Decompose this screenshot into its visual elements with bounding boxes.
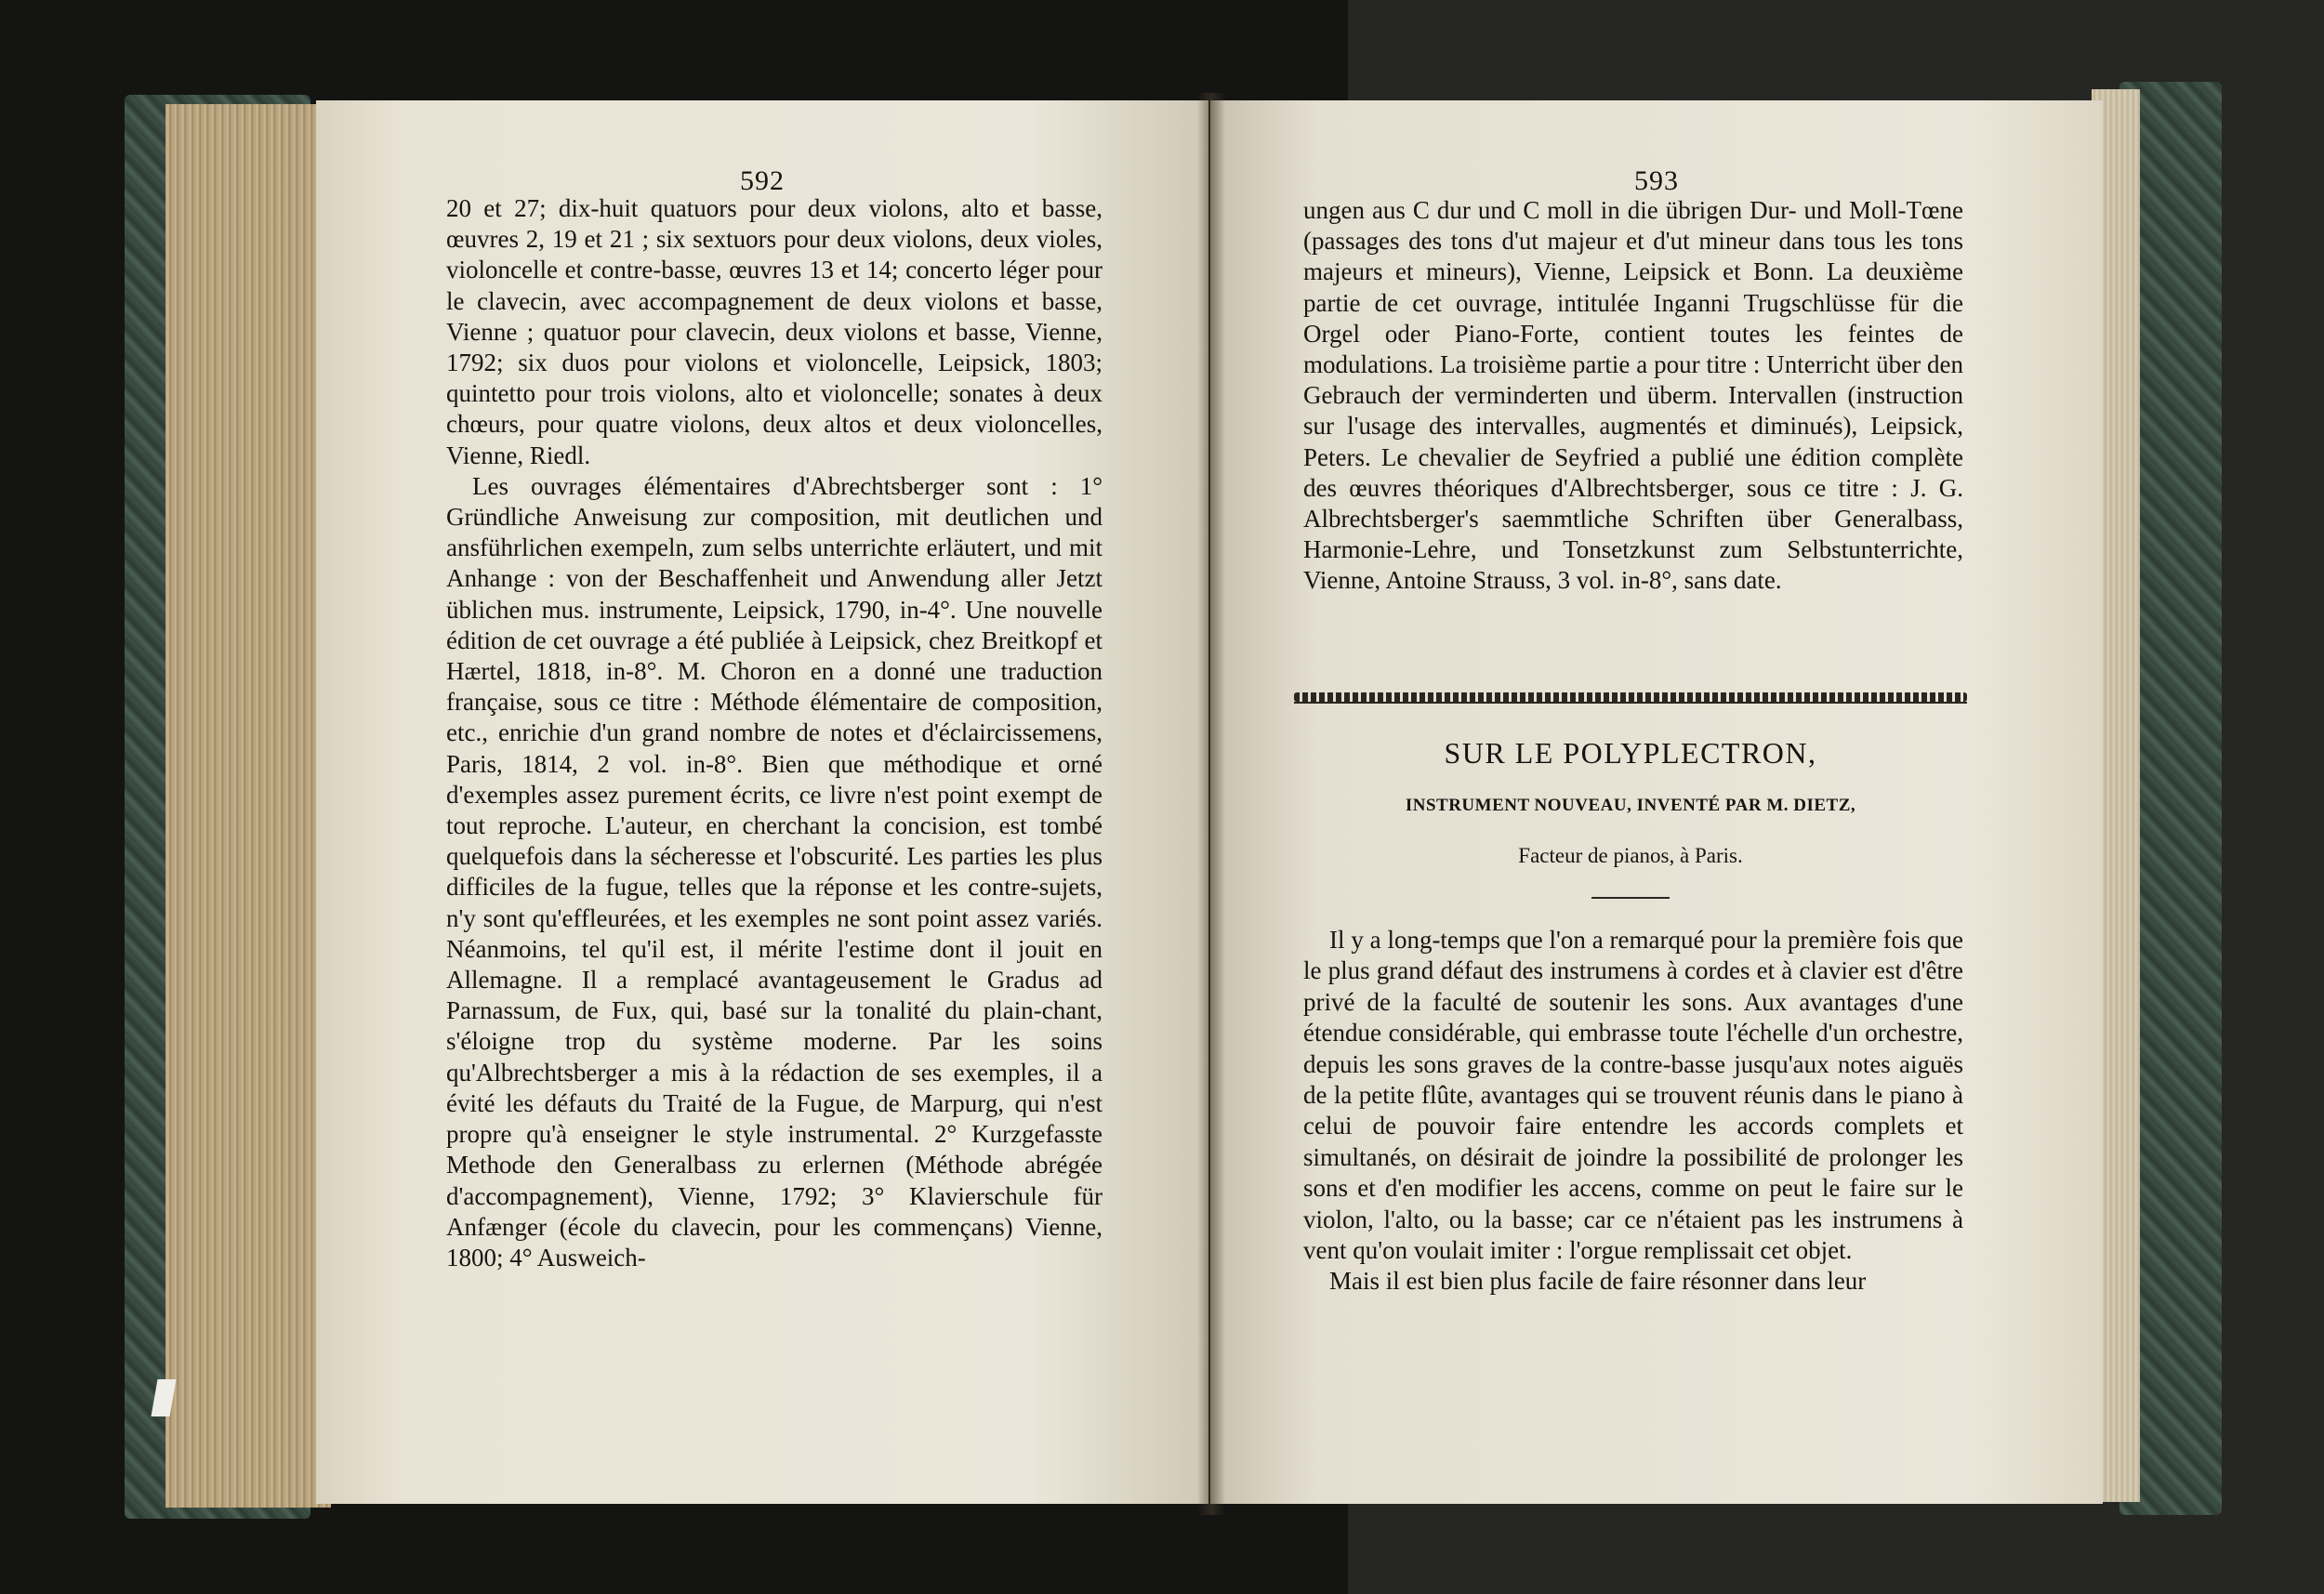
paragraph: Les ouvrages élémentaires d'Abrechtsberger sont : 1° Gründliche Anweisung zur composition, mit deutlichen und ansführlichen exempeln, zum selbs unterrichte erläutert, und mit Anhange : von der Beschaffenheit und Anwendung aller Jetzt üblichen mus. instrumente, Leipsick, 1790, in-4°. Une nouvelle édition de cet ouvrage a été publiée à Leipsick, chez Breitkopf et Hærtel, 1818, in-8°. M. Choron en a donné une traduction française, sous ce titre : Méthode élémentaire de composition, etc., enrichie d'un grand nombre de notes et d'éclaircissemens, Paris, 1814, 2 vol. in-8°. Bien que méthodique et orné d'exemples assez purement écrits, ce livre n'est point exempt de tout reproche. L'auteur, en cherchant la concision, est tombé quelquefois dans la sécheresse et l'obscurité. Les parties les plus difficiles de la fugue, telles que la réponse et les contre-sujets, n'y sont qu'effleurées, et les exemples ne sont point assez variés. Néanmoins, tel qu'il est, il mérite l'estime dont il jouit en Allemagne. Il a remplacé avantageusement le Gradus ad Parnassum, de Fux, qui, basé sur la tonalité du plain-chant, s'éloigne trop du système moderne. Par les soins qu'Albrechtsberger a mis à la rédaction de ses exemples, il a évité les défauts du Traité de la Fugue, de Marpurg, qui n'est propre qu'à enseigner le style instrumental. 2° Kurzgefasste Methode den Generalbass zu erlernen (Méthode abrégée d'accompagnement), Vienne, 1792; 3° Klavierschule für Anfænger (école du clavecin, pour les commençans) Vienne, 1800; 4° Ausweich-	[446, 471, 1103, 1271]
ornamental-rule	[1294, 692, 1967, 702]
article-maker: Facteur de pianos, à Paris.	[1518, 844, 1743, 867]
page-edges-left	[165, 104, 331, 1508]
paragraph: ungen aus C dur und C moll in die übrigen Dur- und Moll-Tœne (passages des tons d'ut majeur et d'ut mineur dans tous les tons majeurs et mineurs), Vienne, Leipsick et Bonn. La deuxième partie de cet ouvrage, intitulée Inganni Trugschlüsse für die Orgel oder Piano-Forte, contient toutes les feintes de modulations. La troisième partie a pour titre : Unterricht über den Gebrauch der verminderten und überm. Intervallen (instruction sur l'usage des intervalles, augmentés et diminués), Leipsick, Peters. Le chevalier de Seyfried a publié une édition complète des œuvres théoriques d'Albrechtsberger, sous ce titre : J. G. Albrechtsberger's saemmtliche Schriften über Generalbass, Harmonie-Lehre, und Tonsetzkunst zum Selbstunterrichte, Vienne, Antoine Strauss, 3 vol. in-8°, sans date.	[1303, 196, 1963, 595]
page-number-right: 593	[1634, 165, 1679, 196]
paragraph: Mais il est bien plus facile de faire résonner dans leur	[1329, 1267, 1867, 1296]
book-gutter	[1197, 93, 1225, 1515]
short-rule	[1591, 897, 1670, 899]
article-body	[1303, 925, 1963, 1298]
right-page-continuation	[1303, 195, 1963, 597]
paragraph: 20 et 27; dix-huit quatuors pour deux violons, alto et basse, œuvres 2, 19 et 21 ; six sextuors pour deux violons, deux violes, violoncelle et contre-basse, œuvres 13 et 14; concerto léger pour le clavecin, avec accompagnement de deux violons et basse, Vienne ; quatuor pour clavecin, deux violons et basse, Vienne, 1792; six duos pour violons et violoncelle, Leipsick, 1803; quintetto pour trois violons, alto et violoncelle; sonates à deux chœurs, pour quatre violons, deux altos et deux violoncelles, Vienne, Riedl.	[446, 194, 1103, 469]
page-number-left: 592	[740, 165, 785, 196]
left-page	[316, 100, 1208, 1504]
article-subtitle: INSTRUMENT NOUVEAU, INVENTÉ PAR M. DIETZ,	[1405, 796, 1856, 815]
left-page-text	[446, 193, 1103, 1273]
paragraph: Il y a long-temps que l'on a remarqué pour la première fois que le plus grand défaut des instrumens à cordes et à clavier est d'être privé de la faculté de soutenir les sons. Aux avantages d'une étendue considérable, qui embrasse toute l'échelle d'un orchestre, depuis les sons graves de la contre-basse jusqu'aux notes aiguës de la petite flûte, avantages qui se trouvent réunis dans le piano à celui de pouvoir faire entendre les accords complets et simultanés, on désirait de joindre la possibilité de prolonger les sons et d'en modifier les accens, comme on peut le faire sur le violon, l'alto, ou la basse; car ce n'étaient pas les instrumens à vent qu'on voulait imiter : l'orgue remplissait cet objet.	[1303, 926, 1963, 1265]
article-title: SUR LE POLYPLECTRON,	[1444, 736, 1817, 770]
right-page	[1210, 100, 2103, 1504]
